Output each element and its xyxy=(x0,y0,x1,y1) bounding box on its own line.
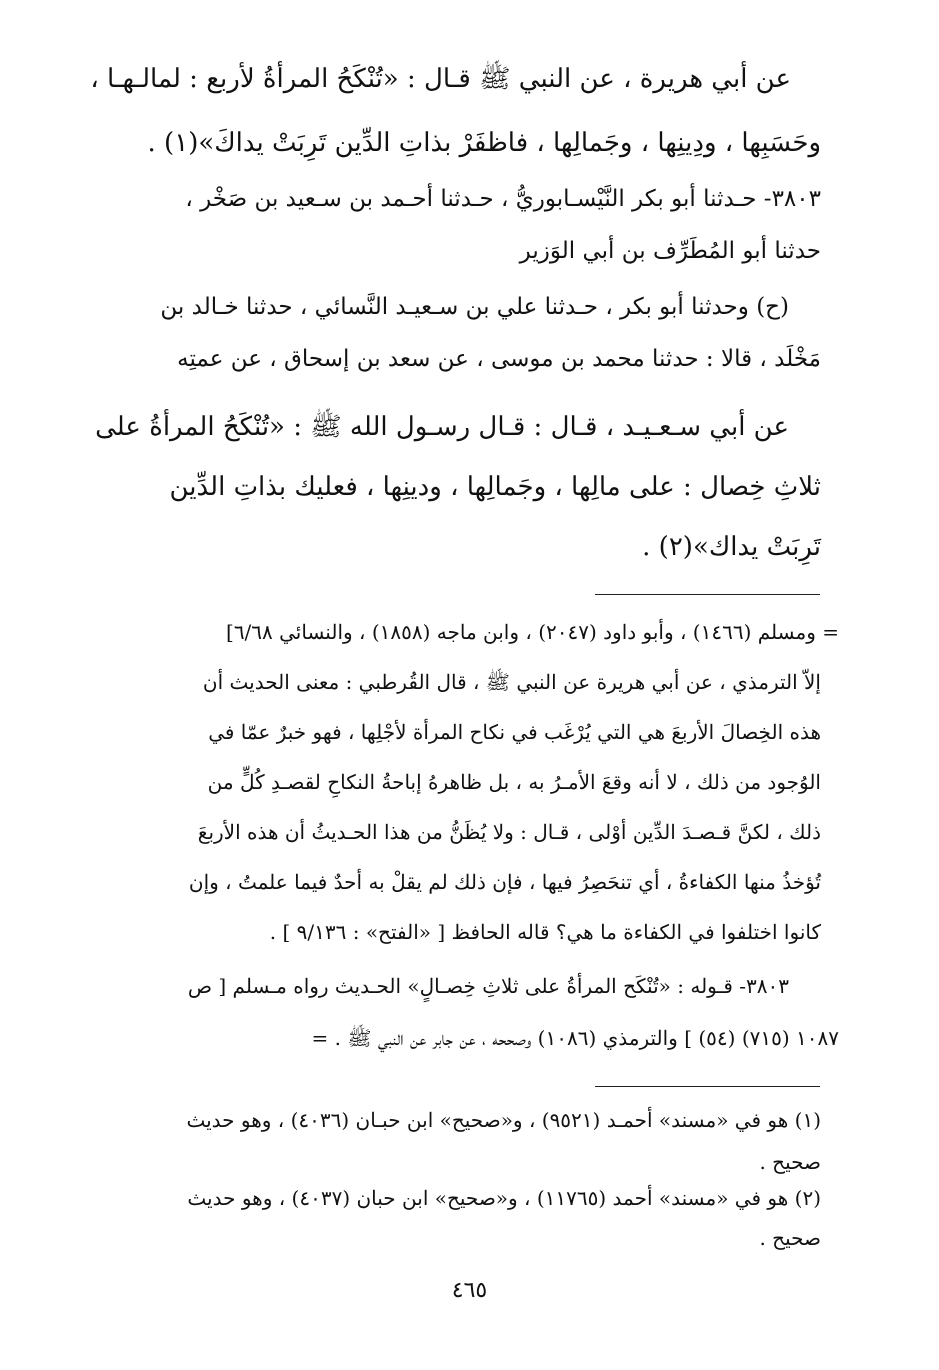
matn-line: ثلاثِ خِصال : على مالِها ، وجَمالِها ، ودينِها ، فعليك بذاتِ الدِّين xyxy=(169,472,821,502)
isnad-line: مَخْلَد ، قالا : حدثنا محمد بن موسى ، عن سعد بن إسحاق ، عن عمتِه xyxy=(177,346,821,372)
commentary-line: ١٠٨٧ (٧١٥) (٥٤) ] والترمذي (١٠٨٦) وصححه ، عن جابر عن النبي ﷺ . = xyxy=(311,1026,839,1050)
commentary-line: الوُجود من ذلك ، لا أنه وقعَ الأمـرُ به ، بل ظاهرهُ إباحةُ النكاحِ لقصـدِ كُلٍّ من xyxy=(207,770,821,794)
hadith-text-line: وحَسَبِها ، ودِينِها ، وجَمالِها ، فاظفَرْ بذاتِ الدِّين تَرِبَتْ يداكَ»(١) . xyxy=(147,128,821,158)
footnote-line: صحيح . xyxy=(759,1150,821,1174)
commentary-line: إلاّ الترمذي ، عن أبي هريرة عن النبي ﷺ ، قال القُرطبي : معنى الحديث أن xyxy=(202,670,821,694)
footnote-line: (١) هو في «مسند» أحمـد (٩٥٢١) ، و«صحيح» ابن حبـان (٤٠٣٦) ، وهو حديث xyxy=(186,1108,821,1132)
commentary-line: ذلك ، لكنَّ قـصـدَ الدِّين أوْلى ، قـال : ولا يُظَنُّ من هذا الحـديثُ أن هذه الأربعَ xyxy=(197,820,821,844)
hadith-text-line: عن أبي هريرة ، عن النبي ﷺ قـال : «تُنْكَحُ المرأةُ لأربع : لمالـهـا ، xyxy=(90,64,791,94)
matn-line: تَرِبَتْ يداك»(٢) . xyxy=(642,532,821,562)
matn-line: عن أبي سـعـيـد ، قـال : قـال رسـول الله ﷺ : «تُنْكَحُ المرأةُ على xyxy=(95,412,789,442)
commentary-line: تُؤخذُ منها الكفاءةُ ، أي تنحَصِرُ فيها ، فإن ذلك لم يقلْ به أحدٌ فيما علمتُ ، وإن xyxy=(188,870,821,894)
commentary-line: هذه الخِصالَ الأربعَ هي التي يُرْغَب في نكاح المرأة لأجْلِها ، فهو خبرٌ عمّا في xyxy=(208,720,821,744)
commentary-line: كانوا اختلفوا في الكفاءة ما هي؟ قاله الحافظ [ «الفتح» : ٩/١٣٦ ] . xyxy=(269,920,821,944)
commentary-line: = ومسلم (١٤٦٦) ، وأبو داود (٢٠٤٧) ، وابن ماجه (١٨٥٨) ، والنسائي ٦/٦٨] xyxy=(226,620,839,644)
section-divider xyxy=(595,594,820,595)
isnad-line: (ح) وحدثنا أبو بكر ، حـدثنا علي بن سـعيـد النَّسائي ، حدثنا خـالد بن xyxy=(160,294,789,320)
page-number: ٤٦٥ xyxy=(451,1278,488,1303)
commentary-line: ٣٨٠٣- قـوله : «تُنْكَح المرأةُ على ثلاثِ خِصـالٍ» الحـديث رواه مـسلم [ ص xyxy=(187,974,789,998)
isnad-line: حدثنا أبو المُطَرِّف بن أبي الوَزير xyxy=(519,238,821,264)
footnote-line: صحيح . xyxy=(759,1226,821,1250)
footnote-line: (٢) هو في «مسند» أحمد (١١٧٦٥) ، و«صحيح» ابن حبان (٤٠٣٧) ، وهو حديث xyxy=(187,1186,821,1210)
isnad-line: ٣٨٠٣- حـدثنا أبو بكر النَّيْسـابوريُّ ، حـدثنا أحـمد بن سـعيد بن صَخْر ، xyxy=(185,186,821,212)
footnote-divider xyxy=(595,1086,820,1087)
